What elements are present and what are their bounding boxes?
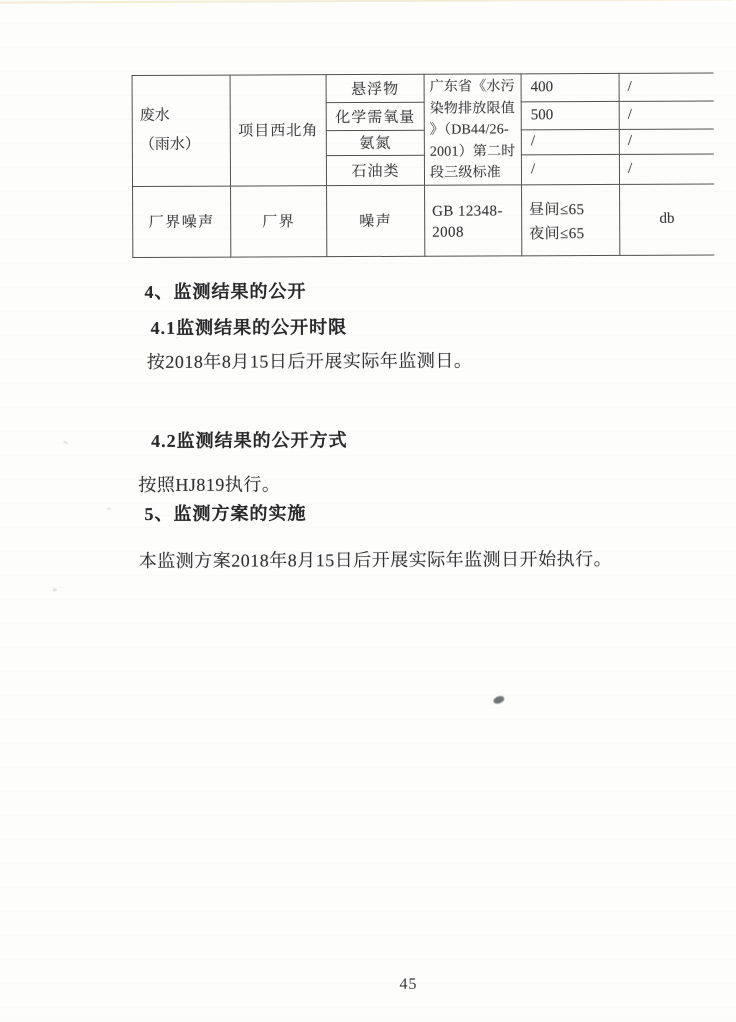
table-row bbox=[132, 73, 713, 104]
cell-unit-noise: db bbox=[620, 183, 714, 254]
cell-pollutant-noise: 噪声 bbox=[327, 185, 425, 256]
cell-note: / bbox=[619, 73, 713, 102]
standard-line: 段三级标准 bbox=[429, 165, 502, 181]
cell-limit: / bbox=[521, 129, 619, 154]
limit-line: 昼间≤65 bbox=[529, 202, 585, 219]
cell-limit: 400 bbox=[521, 73, 619, 102]
monitoring-standards-table bbox=[132, 72, 714, 257]
cell-standard-wastewater bbox=[424, 74, 521, 185]
table-row-noise bbox=[133, 183, 714, 257]
scan-speck bbox=[63, 441, 68, 445]
cell-note: / bbox=[619, 101, 713, 129]
section-5-body: 本监测方案2018年8月15日后开展实际年监测日开始执行。 bbox=[138, 548, 613, 572]
cell-note: / bbox=[619, 129, 713, 154]
standard-line: 染物排放限值 bbox=[429, 100, 515, 117]
section-4-1-heading: 4.1监测结果的公开时限 bbox=[150, 317, 348, 338]
section-4-2-heading: 4.2监测结果的公开方式 bbox=[151, 430, 348, 451]
cell-pollutant: 悬浮物 bbox=[326, 74, 424, 103]
scan-artifact-line bbox=[0, 0, 734, 4]
scan-speck bbox=[176, 337, 179, 339]
section-5-heading: 5、监测方案的实施 bbox=[144, 503, 307, 524]
category-line: （雨水） bbox=[139, 136, 200, 153]
cell-pollutant: 氨氮 bbox=[326, 130, 424, 155]
standard-line: 2008 bbox=[432, 224, 464, 241]
page-number: 45 bbox=[399, 975, 418, 993]
section-4-heading: 4、监测结果的公开 bbox=[144, 281, 307, 302]
ink-blot-artifact bbox=[493, 695, 505, 704]
cell-category-wastewater bbox=[132, 75, 230, 186]
cell-location-noise: 厂界 bbox=[231, 185, 327, 256]
scan-speck bbox=[106, 507, 111, 510]
cell-standard-noise bbox=[425, 184, 522, 255]
cell-limit: / bbox=[521, 154, 619, 184]
scan-speck bbox=[574, 227, 580, 229]
cell-pollutant: 石油类 bbox=[326, 155, 424, 185]
standard-line: 广东省《水污 bbox=[429, 79, 515, 95]
cell-limit-noise bbox=[522, 184, 620, 255]
section-4-2-body: 按照HJ819执行。 bbox=[138, 474, 281, 496]
standard-line: GB 12348- bbox=[432, 202, 503, 220]
section-4-1-body: 按2018年8月15日后开展实际年监测日。 bbox=[146, 350, 473, 372]
cell-limit: 500 bbox=[521, 102, 619, 130]
standard-line: 》（DB44/26- bbox=[429, 122, 509, 138]
cell-note: / bbox=[619, 154, 713, 184]
category-line: 废水 bbox=[139, 107, 170, 124]
cell-pollutant: 化学需氧量 bbox=[326, 103, 424, 131]
cell-location-wastewater: 项目西北角 bbox=[230, 75, 326, 186]
standard-line: 2001）第二时 bbox=[429, 143, 516, 160]
cell-category-noise: 厂界噪声 bbox=[133, 186, 231, 257]
limit-line: 夜间≤65 bbox=[529, 226, 585, 243]
scan-speck bbox=[53, 588, 57, 591]
